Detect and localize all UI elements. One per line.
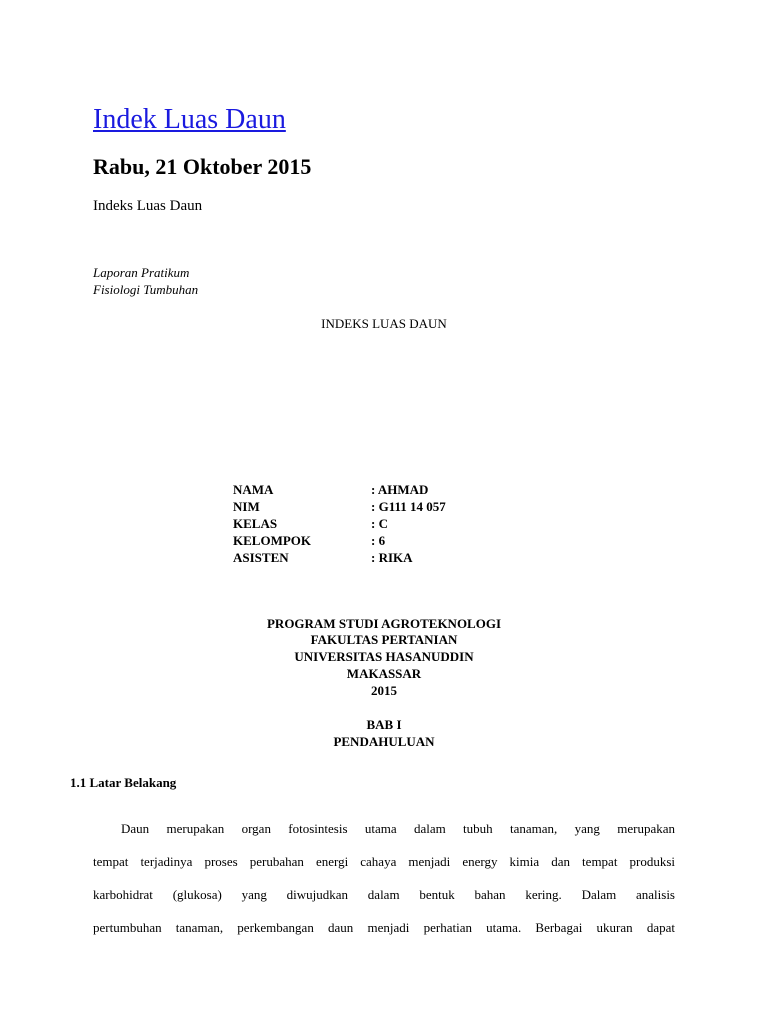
identity-label: NAMA <box>233 482 274 497</box>
identity-row <box>233 515 446 532</box>
identity-value: : RIKA <box>371 550 413 565</box>
identity-label: KELOMPOK <box>233 533 311 548</box>
report-course: Fisiologi Tumbuhan <box>93 282 199 297</box>
identity-table <box>233 481 446 566</box>
chapter-number: BAB I <box>366 717 402 732</box>
identity-value: : C <box>371 516 388 531</box>
identity-label: NIM <box>233 499 260 514</box>
post-date: Rabu, 21 Oktober 2015 <box>93 154 312 179</box>
report-type: Laporan Pratikum <box>93 265 190 280</box>
identity-row <box>233 532 446 549</box>
identity-value: : G111 14 057 <box>371 499 446 514</box>
body-paragraph <box>93 812 675 944</box>
post-subtitle: Indeks Luas Daun <box>93 198 203 214</box>
identity-row <box>233 481 446 498</box>
identity-label: ASISTEN <box>233 550 289 565</box>
program-name: PROGRAM STUDI AGROTEKNOLOGI <box>266 616 502 631</box>
section-heading: 1.1 Latar Belakang <box>70 775 177 790</box>
post-title-link[interactable]: Indek Luas Daun <box>93 104 286 135</box>
report-year: 2015 <box>371 683 397 698</box>
report-heading: INDEKS LUAS DAUN <box>321 316 447 331</box>
city-name: MAKASSAR <box>346 666 422 681</box>
university-name: UNIVERSITAS HASANUDDIN <box>294 649 474 664</box>
paragraph-line: pertumbuhan tanaman, perkembangan daun menjadi perhatian utama. Berbagai ukuran dapat <box>93 920 675 935</box>
identity-value: : 6 <box>371 533 386 548</box>
identity-row <box>233 498 446 515</box>
paragraph-line: karbohidrat (glukosa) yang diwujudkan dalam bentuk bahan kering. Dalam analisis <box>93 887 675 902</box>
identity-row <box>233 549 446 566</box>
paragraph-line: tempat terjadinya proses perubahan energi cahaya menjadi energy kimia dan tempat produksi <box>93 854 675 869</box>
faculty-name: FAKULTAS PERTANIAN <box>310 632 458 647</box>
chapter-title: PENDAHULUAN <box>333 734 435 749</box>
paragraph-line: Daun merupakan organ fotosintesis utama dalam tubuh tanaman, yang merupakan <box>121 821 675 836</box>
identity-label: KELAS <box>233 516 278 531</box>
identity-value: : AHMAD <box>371 482 429 497</box>
